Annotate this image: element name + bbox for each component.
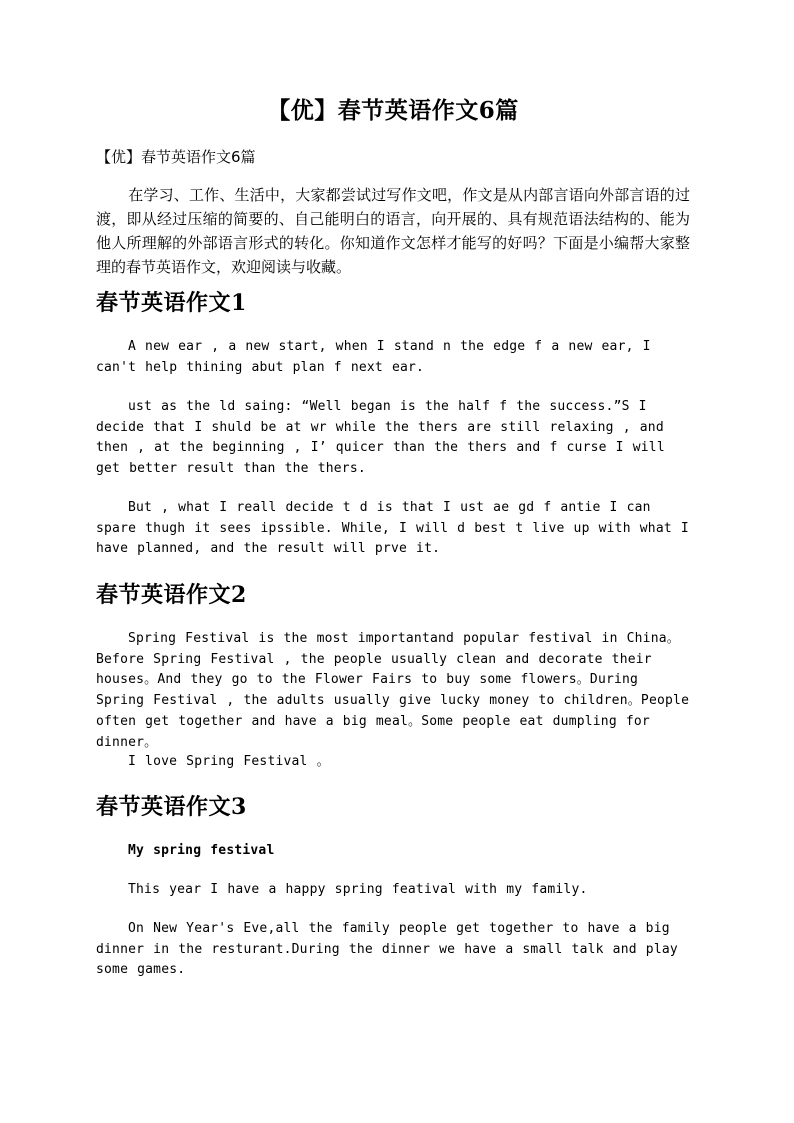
section-3-heading: 春节英语作文3 [96,794,247,820]
section-1-heading: 春节英语作文1 [96,290,247,316]
section-3-paragraph-2: On New Year's Eve,all the family people get together to have a big dinner in the resturant.During the dinner we have a small talk and play some games. [96,921,678,978]
document-title: 【优】春节英语作文6篇 [267,97,519,124]
section-1-paragraph-1: A new ear , a new start, when I stand n the edge f a new ear, I can't help thining abut plan f next ear. [96,339,651,375]
document-subtitle: 【优】春节英语作文6篇 [96,148,256,166]
section-1-paragraph-2: ust as the ld saing: “Well began is the half f the success.”S I decide that I shuld be at wr while the thers are still relaxing , and then , at the beginning , I’ quicer than the thers and f curse I will get better result than the thers. [96,399,665,477]
section-2-heading: 春节英语作文2 [96,582,247,608]
intro-paragraph [96,183,690,279]
section-2-paragraph-1: Spring Festival is the most importantand popular festival in China。Before Spring Festival , the people usually clean and decorate their houses。And they go to the Flower Fairs to buy some flowers。During Spring Festival , the adults usually give lucky money to children。People often get together and have a big meal。Some people eat dumpling for dinner。 [96,631,690,750]
intro-text: 在学习、工作、生活中，大家都尝试过写作文吧，作文是从内部言语向外部言语的过渡，即从经过压缩的简要的、自己能明白的语言，向开展的、具有规范语法结构的、能为他人所理解的外部语言形式的转化。你知道作文怎样才能写的好吗？下面是小编帮大家整理的春节英语作文，欢迎阅读与收藏。 [96,186,690,276]
section-1-paragraph-3: But , what I reall decide t d is that I ust ae gd f antie I can spare thugh it sees ipssible. While, I will d best t live up with what I have planned, and the result will prve it. [96,500,689,557]
section-2-paragraph-2: I love Spring Festival 。 [128,754,330,769]
section-3-paragraph-1: This year I have a happy spring featival with my family. [128,882,588,897]
section-3-subheading: My spring festival [128,843,275,858]
